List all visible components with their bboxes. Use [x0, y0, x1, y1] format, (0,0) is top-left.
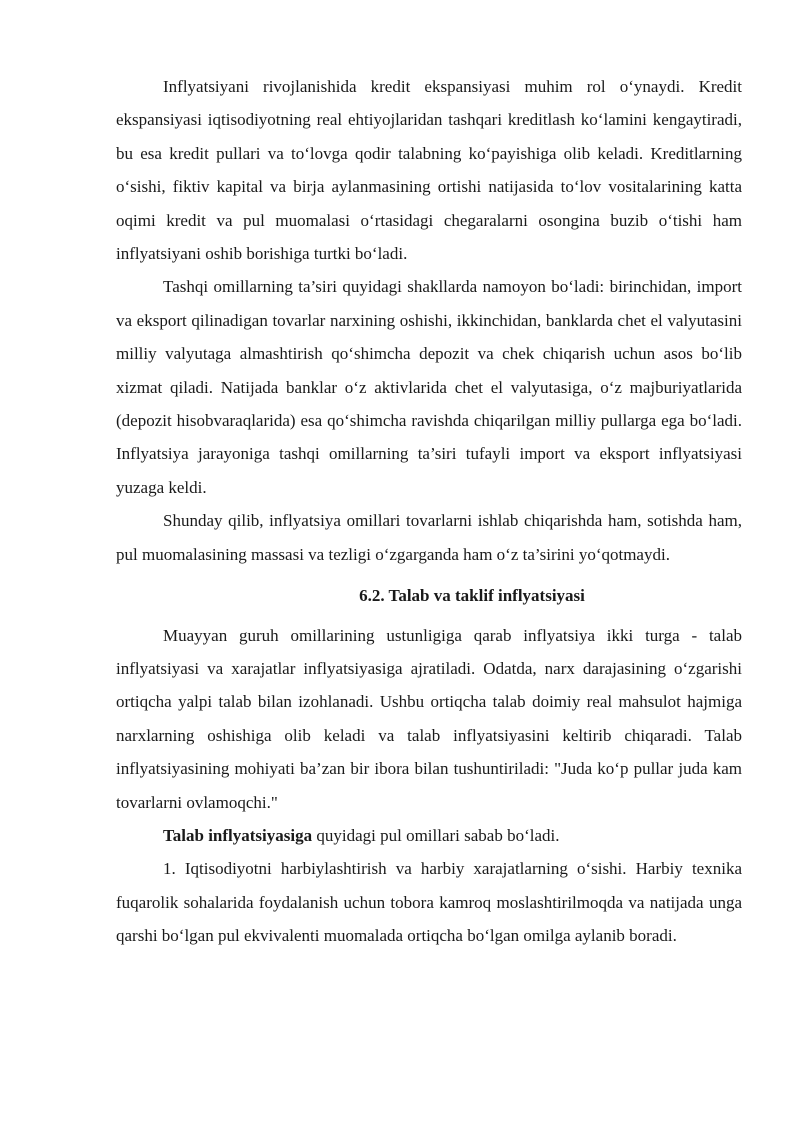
document-page [116, 70, 742, 953]
paragraph-credit-expansion: Inflyatsiyani rivojlanishida kredit ekspansiyasi muhim rol o‘ynaydi. Kredit ekspansiyasi iqtisodiyotning real ehtiyojlaridan tashqari kreditlash ko‘lamini kengaytiradi, bu esa kredit pullari va to‘lovga qodir talabning ko‘payishiga olib keladi. Kreditlarning o‘sishi, fiktiv kapital va birja aylanmasining ortishi natijasida to‘lov vositalarining katta oqimi kredit va pul muomalasi o‘rtasidagi chegaralarni osongina buzib o‘tishi ham inflyatsiyani oshib borishiga turtki bo‘ladi. [116, 77, 742, 264]
paragraph-external-factors: Tashqi omillarning ta’siri quyidagi shakllarda namoyon bo‘ladi: birinchidan, import va eksport qilinadigan tovarlar narxining oshishi, ikkinchidan, banklarda chet el valyutasini milliy valyutaga almashtirish qo‘shimcha depozit va chek chiqarish uchun asos bo‘lib xizmat qiladi. Natijada banklar o‘z aktivlarida chet el valyutasiga, o‘z majburiyatlarida (depozit hisobvaraqlarida) esa qo‘shimcha ravishda chiqarilgan milliy pullarga ega bo‘ladi. Inflyatsiya jarayoniga tashqi omillarning ta’siri tufayli import va eksport inflyatsiyasi yuzaga keldi. [116, 277, 742, 497]
section-heading: 6.2. Talab va taklif inflyatsiyasi [359, 586, 585, 606]
paragraph-demand-causes-text: quyidagi pul omillari sabab bo‘ladi. [312, 825, 560, 845]
bold-term: Talab inflyatsiyasiga [163, 825, 313, 845]
paragraph-demand-causes [116, 819, 742, 852]
paragraph-militarization: 1. Iqtisodiyotni harbiylashtirish va harbiy xarajatlarning o‘sishi. Harbiy texnika fuqarolik sohalarida foydalanish uchun tobora kamroq moslashtirilmoqda va natijada unga qarshi bo‘lgan pul ekvivalenti muomalada ortiqcha bo‘lgan omilga aylanib boradi. [116, 859, 742, 946]
paragraph-conclusion: Shunday qilib, inflyatsiya omillari tovarlarni ishlab chiqarishda ham, sotishda ham, pul muomalasining massasi va tezligi o‘zgarganda ham o‘z ta’sirini yo‘qotmaydi. [116, 511, 742, 564]
paragraph-demand-inflation: Muayyan guruh omillarining ustunligiga qarab inflyatsiya ikki turga - talab inflyatsiyasi va xarajatlar inflyatsiyasiga ajratiladi. Odatda, narx darajasining o‘zgarishi ortiqcha yalpi talab bilan izohlanadi. Ushbu ortiqcha talab doimiy real mahsulot hajmiga narxlarning oshishiga olib keladi va talab inflyatsiyasini keltirib chiqaradi. Talab inflyatsiyasining mohiyati ba’zan bir ibora bilan tushuntiriladi: "Juda ko‘p pullar juda kam tovarlarni ovlamoqchi." [116, 625, 742, 812]
